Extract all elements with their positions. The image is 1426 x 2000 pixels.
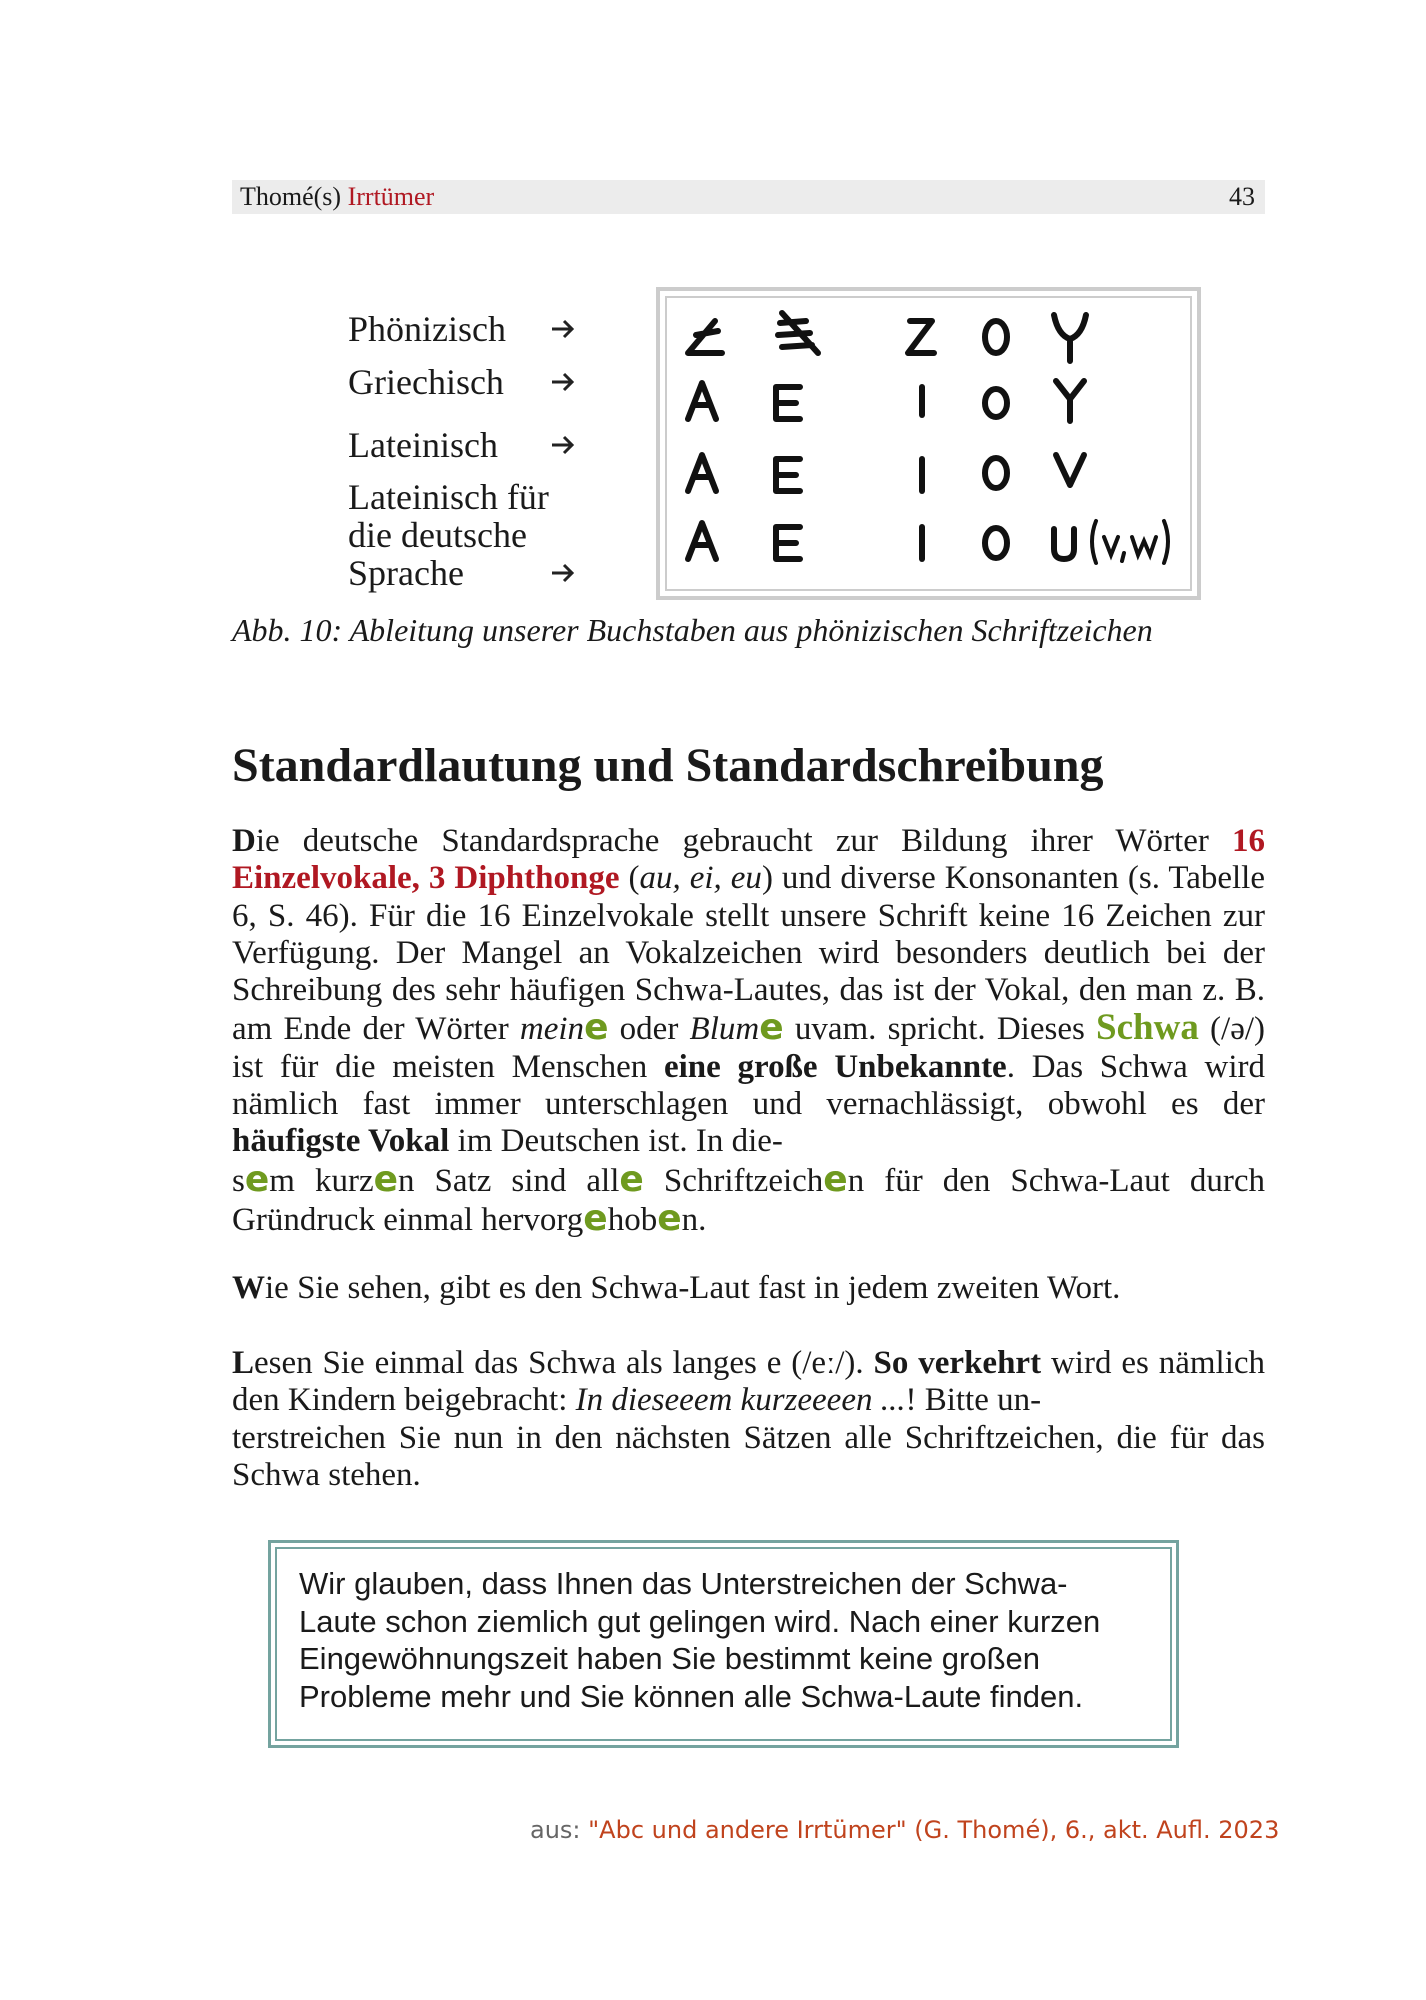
text: ) und diverse Konsonanten (s. Tabelle 6, S. 46). Für die 16 Einzelvokale stellt unsere Schrift keine 16 Zeichen zur Verfügung. Der Mangel an Vokalzeichen wird besonders deutlich bei der Schreibung des sehr häufigen Schwa-Lautes, das ist der Vokal, den man z. B. am Ende der Wörter <box>232 860 1265 1048</box>
note-line: Laute schon ziemlich gut gelingen wird. Nach einer kurzen <box>299 1603 1101 1639</box>
text: hob <box>607 1201 658 1238</box>
note-line: Wir glauben, dass Ihnen das Unterstreichen der Schwa- <box>299 1566 1068 1601</box>
bold-text: eine große Unbekannte <box>663 1048 1007 1085</box>
highlight-vowel-count: 16 Einzelvokale, 3 Diphthonge <box>232 823 1265 897</box>
arrow-right-icon <box>548 430 578 460</box>
phoenician-zayin-glyph <box>908 321 934 353</box>
source-citation <box>530 1816 1279 1844</box>
source-reference: "Abc und andere Irrtümer" (G. Thomé), 6., akt. Aufl. 2023 <box>588 1816 1280 1844</box>
schwa-e-highlight: e <box>373 1158 399 1200</box>
page-number: 43 <box>1229 182 1255 211</box>
text: n Satz sind all <box>398 1162 620 1199</box>
text: uvam. spricht. Dieses <box>783 1011 1097 1048</box>
phoenician-aleph-glyph <box>688 321 722 353</box>
source-prefix: aus: <box>530 1816 589 1844</box>
italic-text: mein <box>519 1011 585 1048</box>
section-heading: Standardlautung und Standardschreibung <box>232 739 1104 792</box>
bold-text: häufigste Vokal <box>232 1123 450 1160</box>
label-latin-german-3: Sprache <box>348 553 464 593</box>
text: ( <box>619 860 640 897</box>
italic-text: In dieseeem kurzeeeen ... <box>575 1382 906 1419</box>
text: s <box>232 1162 245 1199</box>
label-latin-german-1: Lateinisch für <box>348 477 549 517</box>
bold-text: So verkehrt <box>873 1345 1042 1381</box>
schwa-e-highlight: e <box>657 1197 682 1239</box>
text: im Deutschen ist. In die- <box>449 1123 783 1160</box>
paragraph-3 <box>232 1345 1265 1494</box>
schwa-e-highlight: e <box>823 1158 848 1200</box>
letter-derivation-image <box>656 287 1201 600</box>
italic-text: au, ei, eu <box>639 860 762 897</box>
schwa-e-highlight: e <box>583 1197 608 1239</box>
text: Schriftzeich <box>643 1162 824 1199</box>
label-phoenician: Phönizisch <box>348 309 506 349</box>
text: oder <box>608 1011 690 1048</box>
header-subject: Irrtümer <box>347 182 435 211</box>
phoenician-he-glyph <box>778 313 818 353</box>
dropcap: D <box>232 823 256 859</box>
paragraph-1 <box>232 823 1265 1239</box>
text: (/ə/) ist für die meisten Menschen <box>232 1011 1266 1085</box>
phoenician-waw-glyph <box>1054 315 1086 361</box>
schwa-e-highlight: e <box>584 1007 609 1049</box>
text: terstreichen Sie nun in den nächsten Sätzen alle Schriftzeichen, die für das Schwa stehen. <box>232 1419 1265 1493</box>
text: ie deutsche Standardsprache gebraucht zur Bildung ihrer Wörter <box>255 823 1232 859</box>
note-text <box>299 1565 1149 1715</box>
note-box <box>268 1540 1179 1748</box>
label-latin-german-2: die deutsche <box>348 515 527 555</box>
handdrawn-letters <box>660 291 1197 596</box>
schwa-e-highlight: e <box>619 1158 644 1200</box>
dropcap: L <box>232 1345 255 1381</box>
text: ! Bitte un- <box>905 1382 1042 1419</box>
running-header <box>232 180 1265 214</box>
schwa-term: Schwa <box>1096 1007 1199 1049</box>
arrow-right-icon <box>548 314 578 344</box>
arrow-right-icon <box>548 367 578 397</box>
paragraph-2 <box>232 1270 1265 1307</box>
text: n für den Schwa-Laut durch Gründruck einmal hervorg <box>232 1162 1265 1238</box>
text: m kurz <box>269 1162 374 1199</box>
text: esen Sie einmal das Schwa als langes e (/eː/). <box>254 1345 874 1381</box>
label-latin: Lateinisch <box>348 425 498 465</box>
italic-text: Blum <box>689 1011 760 1048</box>
text: n. <box>681 1201 707 1238</box>
schwa-e-highlight: e <box>244 1158 270 1200</box>
schwa-e-highlight: e <box>759 1007 784 1049</box>
text: wird es nämlich den Kindern beigebracht: <box>232 1345 1266 1419</box>
note-line: Eingewöhnungszeit haben Sie bestimmt keine großen <box>299 1641 1041 1676</box>
phoenician-ayin-glyph <box>985 321 1007 353</box>
note-line: Probleme mehr und Sie können alle Schwa-Laute finden. <box>299 1678 1084 1714</box>
text: . Das Schwa wird nämlich fast immer unterschlagen und vernachlässigt, obwohl es der <box>232 1048 1265 1123</box>
figure-caption: Abb. 10: Ableitung unserer Buchstaben aus phönizischen Schriftzeichen <box>232 612 1153 648</box>
text: ie Sie sehen, gibt es den Schwa-Laut fast in jedem zweiten Wort. <box>265 1270 1121 1306</box>
label-greek: Griechisch <box>348 362 504 402</box>
header-author: Thomé(s) <box>240 182 342 211</box>
arrow-right-icon <box>548 558 578 588</box>
dropcap: W <box>232 1270 265 1306</box>
